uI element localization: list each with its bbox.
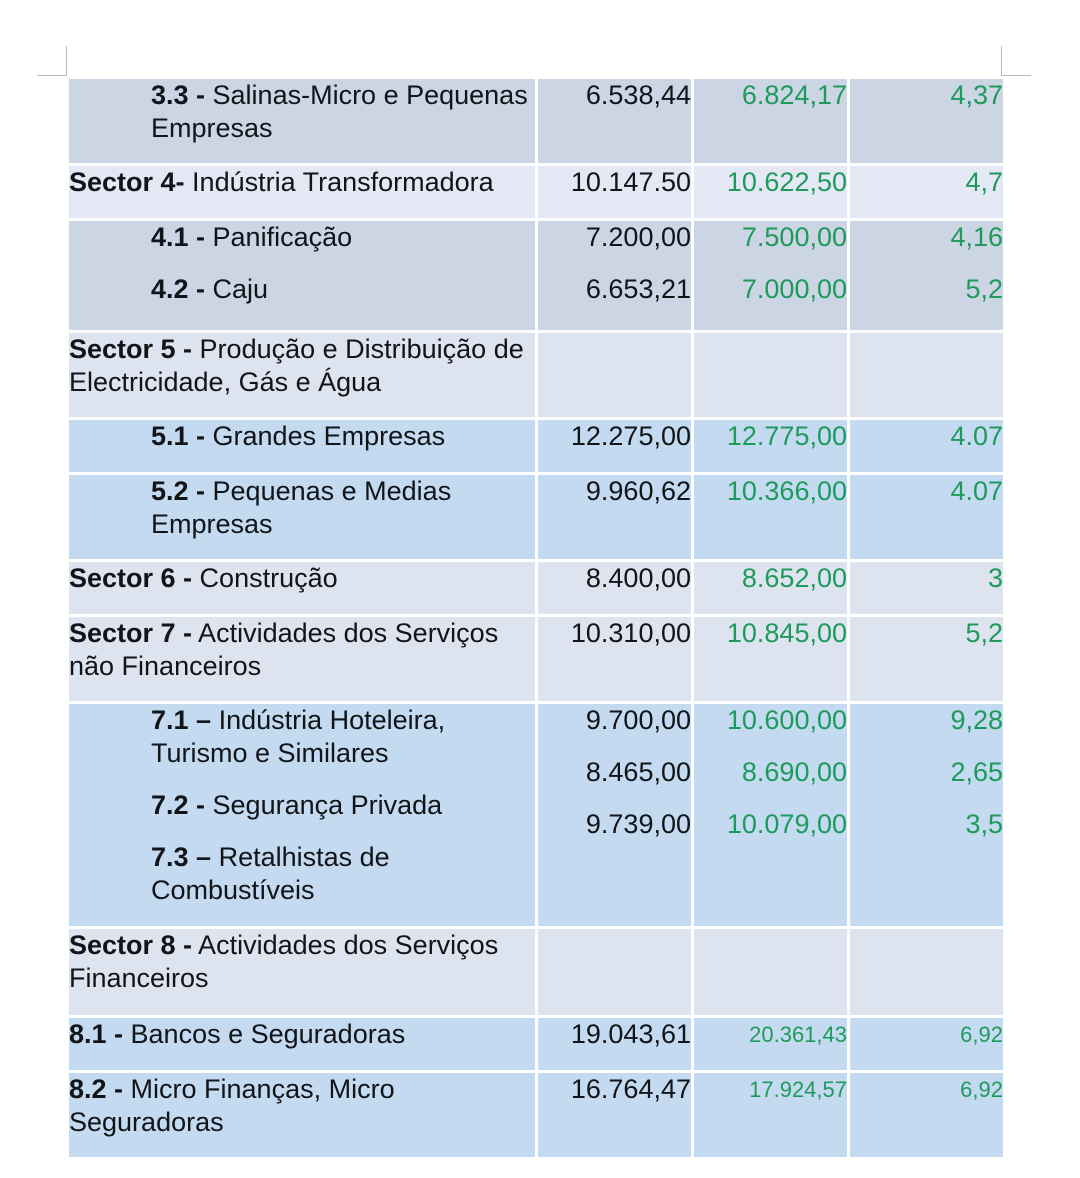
row-label: [68, 78, 537, 165]
new-value: 17.924,57: [693, 1072, 849, 1159]
percent-increase: 9,28: [950, 705, 1003, 735]
percent-increase: 6,92: [849, 1017, 1005, 1072]
row-text: Retalhistas de Combustíveis: [151, 842, 390, 905]
current-value: 8.465,00: [585, 757, 691, 787]
row-label: [68, 165, 537, 220]
row-text: Pequenas e Medias Empresas: [151, 476, 452, 539]
subitem-label: [151, 841, 535, 907]
row-code: 3.3 -: [151, 80, 206, 110]
row-label: [68, 419, 537, 474]
table-row: [68, 1072, 1005, 1159]
crop-mark-right: [1001, 46, 1002, 75]
current-value: 16.764,47: [537, 1072, 693, 1159]
row-text: Construção: [192, 563, 338, 593]
new-value: 7.000,00: [741, 274, 847, 304]
row-label: [68, 928, 537, 1017]
current-value: 7.200,00: [585, 222, 691, 252]
new-value: 8.652,00: [693, 561, 849, 616]
row-label: [68, 1072, 537, 1159]
row-label-group: [68, 220, 537, 332]
percent-increase: 2,65: [950, 757, 1003, 787]
subitem-label: [151, 704, 535, 770]
minimum-wage-table: [66, 76, 1006, 1160]
percent-increase-group: [849, 220, 1005, 332]
new-value: 6.824,17: [693, 78, 849, 165]
new-value: 12.775,00: [693, 419, 849, 474]
percent-increase: 3: [849, 561, 1005, 616]
row-text: Indústria Hoteleira, Turismo e Similares: [151, 705, 446, 768]
current-value: 10.147.50: [537, 165, 693, 220]
row-label: [68, 561, 537, 616]
table-row-group: [68, 703, 1005, 928]
row-code: 7.2 -: [151, 790, 206, 820]
table-row: [68, 1017, 1005, 1072]
table-row-sector: [68, 928, 1005, 1017]
new-value: 20.361,43: [693, 1017, 849, 1072]
row-text: Grandes Empresas: [205, 421, 446, 451]
percent-increase-group: [849, 703, 1005, 928]
row-text: Indústria Transformadora: [184, 167, 494, 197]
crop-mark-left: [37, 75, 67, 76]
percent-increase: 4,37: [849, 78, 1005, 165]
new-value: 10.366,00: [693, 474, 849, 561]
row-code: Sector 5 -: [69, 334, 193, 364]
new-value-group: [693, 220, 849, 332]
percent-increase: 4,7: [849, 165, 1005, 220]
percent-increase: 6,92: [849, 1072, 1005, 1159]
row-code: 7.1 –: [151, 705, 212, 735]
new-value: 10.845,00: [693, 616, 849, 703]
current-value: 10.310,00: [537, 616, 693, 703]
current-value-group: [537, 220, 693, 332]
new-value: 10.622,50: [693, 165, 849, 220]
table-row-sector: [68, 332, 1005, 419]
current-value: 19.043,61: [537, 1017, 693, 1072]
row-text: Produção e Distribuição de Electricidade, Gás e Água: [69, 334, 524, 397]
current-value: [537, 928, 693, 1017]
row-text: Micro Finanças, Micro Seguradoras: [69, 1074, 395, 1137]
row-label: [68, 332, 537, 419]
new-value: 7.500,00: [741, 222, 847, 252]
table-row: [68, 78, 1005, 165]
percent-increase: [849, 332, 1005, 419]
row-label: [68, 474, 537, 561]
row-code: 4.1 -: [151, 222, 206, 252]
table-row-sector: [68, 165, 1005, 220]
new-value: 10.079,00: [726, 809, 847, 839]
percent-increase: [849, 928, 1005, 1017]
row-text: Caju: [205, 274, 269, 304]
row-code: Sector 6 -: [69, 563, 193, 593]
current-value: 6.653,21: [585, 274, 691, 304]
current-value: 9.700,00: [585, 705, 691, 735]
table-row: [68, 419, 1005, 474]
row-label: [68, 616, 537, 703]
subitem-label: [151, 221, 535, 254]
row-code: 5.1 -: [151, 421, 206, 451]
current-value: [537, 332, 693, 419]
row-text: Panificação: [205, 222, 353, 252]
row-text: Bancos e Seguradoras: [123, 1019, 406, 1049]
row-code: Sector 7 -: [69, 618, 193, 648]
row-label-group: [68, 703, 537, 928]
row-code: 8.1 -: [69, 1019, 124, 1049]
table-row-sector: [68, 561, 1005, 616]
percent-increase: 5,2: [965, 274, 1003, 304]
current-value-group: [537, 703, 693, 928]
row-label: [68, 1017, 537, 1072]
row-code: Sector 8 -: [69, 930, 193, 960]
row-text: Actividades dos Serviços não Financeiros: [69, 618, 499, 681]
row-code: 5.2 -: [151, 476, 206, 506]
row-text: Salinas-Micro e Pequenas Empresas: [151, 80, 528, 143]
row-code: 7.3 –: [151, 842, 212, 872]
row-code: 4.2 -: [151, 274, 206, 304]
row-code: 8.2 -: [69, 1074, 124, 1104]
crop-mark-left: [66, 46, 67, 75]
row-text: Actividades dos Serviços Financeiros: [69, 930, 499, 993]
percent-increase: 5,2: [849, 616, 1005, 703]
current-value: 9.739,00: [585, 809, 691, 839]
current-value: 12.275,00: [537, 419, 693, 474]
new-value-group: [693, 703, 849, 928]
table-row-group: [68, 220, 1005, 332]
row-text: Segurança Privada: [205, 790, 443, 820]
current-value: 9.960,62: [537, 474, 693, 561]
current-value: 6.538,44: [537, 78, 693, 165]
percent-increase: 4.07: [849, 474, 1005, 561]
new-value: 8.690,00: [741, 757, 847, 787]
new-value: [693, 332, 849, 419]
subitem-label: [151, 789, 535, 822]
new-value: [693, 928, 849, 1017]
table-row: [68, 474, 1005, 561]
row-code: Sector 4-: [69, 167, 185, 197]
table-row-sector: [68, 616, 1005, 703]
current-value: 8.400,00: [537, 561, 693, 616]
subitem-label: [151, 273, 535, 306]
percent-increase: 4.07: [849, 419, 1005, 474]
percent-increase: 4,16: [950, 222, 1003, 252]
percent-increase: 3,5: [965, 809, 1003, 839]
new-value: 10.600,00: [726, 705, 847, 735]
